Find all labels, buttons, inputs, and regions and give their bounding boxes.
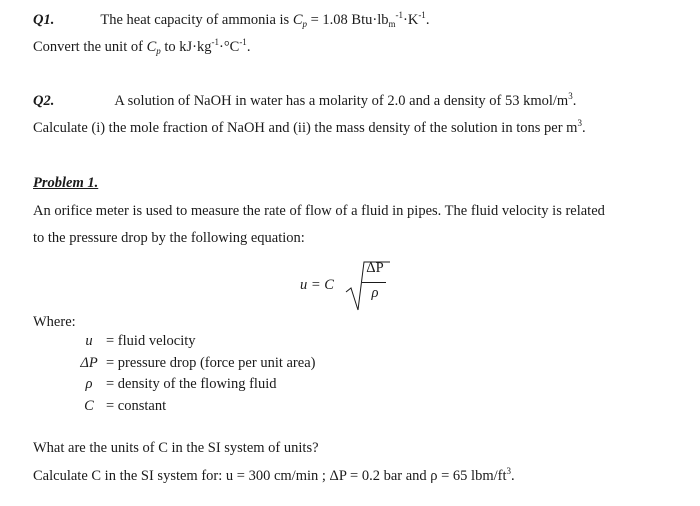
question-1-text: What are the units of C in the SI system of units?	[33, 440, 319, 456]
problem1-heading	[33, 175, 98, 192]
q2-text-1: A solution of NaOH in water has a molarity of 2.0 and a density of 53 kmol/m	[114, 93, 569, 109]
q1-line-2: Convert the unit of $C_p$ to $kJ\cdot kg^{-1}\cdot^\circ C^{-1}$.	[33, 37, 251, 56]
q1-convert-text: Convert the unit of	[33, 39, 143, 55]
q1-label: Q1.	[33, 12, 55, 28]
definition-text: = fluid velocity	[106, 333, 196, 349]
where-label	[33, 314, 76, 331]
q2-line-1: Q2. A solution of NaOH in water has a molarity of 2.0 and a density of 53 kmol/$m^3$.	[33, 91, 577, 109]
q1-target-unit: to kJ·kg	[164, 39, 212, 55]
cp-value: = 1.08 Btu·lb	[310, 12, 389, 28]
orifice-equation	[300, 258, 420, 312]
question-2-values: u = 300 cm/min ; ΔP = 0.2 bar and ρ = 65 lbm/ft	[225, 468, 507, 484]
equation-lhs: u = C	[300, 277, 334, 293]
problem1-line-2	[33, 230, 305, 247]
q2-line-2: Calculate (i) the mole fraction of NaOH and (ii) the mass density of the solution in tons per $m^3$.	[33, 118, 586, 136]
fraction-bar	[362, 282, 386, 283]
equation-denominator: ρ	[371, 285, 379, 301]
q1-line-1: Q1. The heat capacity of ammonia is $C_p = 1.08$ $Btu\cdot lb_m^{-1}\cdot K^{-1}$.	[33, 10, 430, 29]
definition-text: = density of the flowing fluid	[106, 376, 277, 392]
q2-label: Q2.	[33, 93, 55, 109]
problem1-text-1: An orifice meter is used to measure the rate of flow of a fluid in pipes. The fluid velocity is related	[33, 203, 605, 219]
definition-symbol: ρ	[85, 376, 93, 392]
definition-symbol: u	[85, 333, 93, 349]
problem1-text-2: to the pressure drop by the following equation:	[33, 230, 305, 246]
definition-text: = pressure drop (force per unit area)	[106, 354, 316, 371]
definition-symbol: C	[84, 397, 94, 414]
where-text: Where:	[33, 314, 76, 330]
equation-numerator: ΔP	[366, 260, 384, 276]
cp-symbol: $C_p$	[292, 12, 307, 29]
definition-text: = constant	[106, 397, 167, 414]
question-2-prefix: Calculate C in the SI system for:	[33, 468, 223, 484]
q1-text: The heat capacity of ammonia is	[100, 12, 290, 28]
q2-text-2: Calculate (i) the mole fraction of NaOH and (ii) the mass density of the solution in tons per m	[33, 120, 578, 136]
problem1-label: Problem 1.	[33, 175, 99, 191]
definition-symbol: ΔP	[80, 354, 98, 371]
problem1-line-1	[33, 203, 605, 220]
sqrt-radical-icon	[344, 258, 434, 314]
calculate-question: Calculate C in the SI system for: u = 300 cm/min ; ΔP = 0.2 bar and ρ = 65 lbm/$ft^3$.	[33, 466, 515, 484]
si-units-question	[33, 440, 319, 457]
